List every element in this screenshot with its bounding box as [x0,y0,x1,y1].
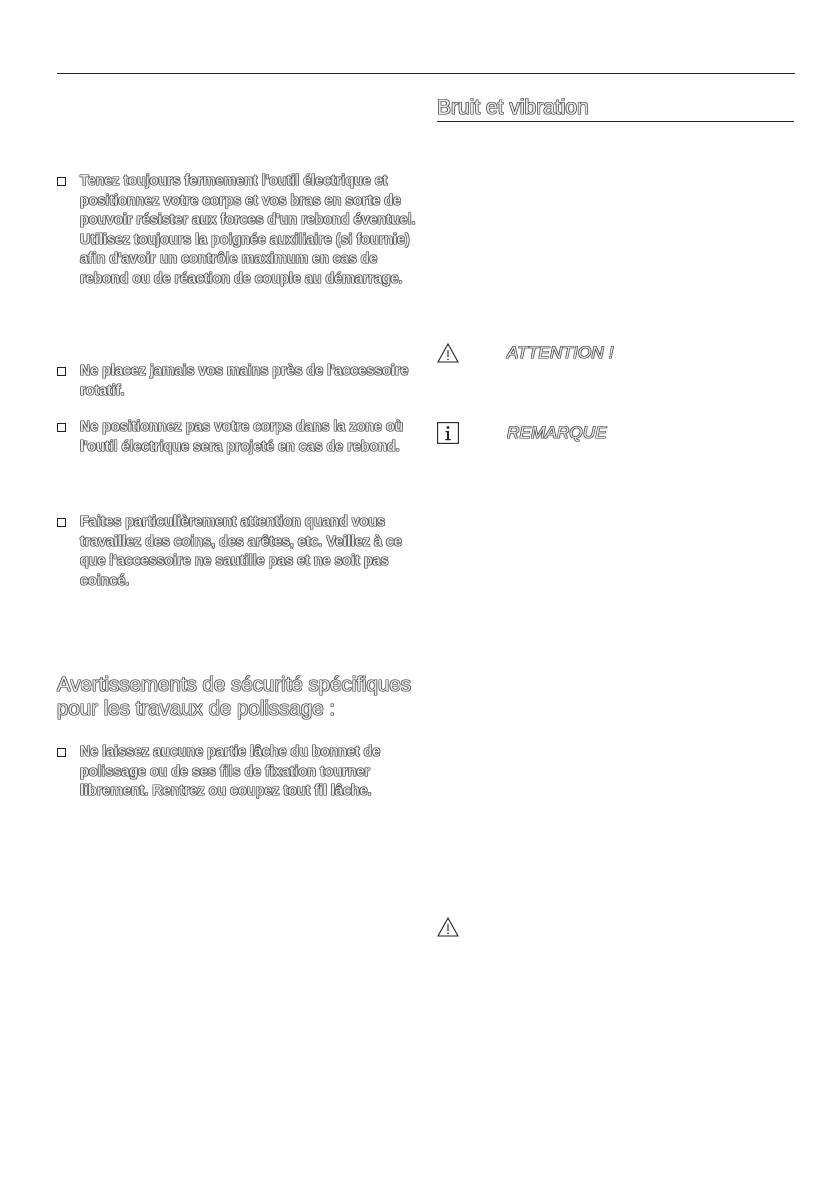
bullet-square-icon [57,177,66,186]
list-item [57,418,417,457]
warning-triangle-icon [437,342,459,364]
bullet-square-icon [57,748,66,757]
info-notice [437,422,607,444]
list-item [57,362,417,401]
list-item [57,172,417,290]
remark-label: REMARQUE [507,423,607,442]
warning-notice [437,342,614,364]
bullet-text: Tenez toujours fermement l'outil électrique et positionnez votre corps et vos bras en sorte de pouvoir résister aux forces d'un rebond éventuel. Utilisez toujours la poignée auxiliaire (si fournie) afin d'avoir un contrôle maximum en cas de rebond ou de réaction de couple au démarrage. [80,173,416,287]
warning-notice [437,916,507,938]
list-item [57,513,417,591]
warning-label: ATTENTION ! [507,343,614,362]
section-heading-noise-vibration: Bruit et vibration [437,95,794,122]
bullet-square-icon [57,367,66,376]
warning-triangle-icon [437,916,459,938]
section-heading-polishing: Avertissements de sécurité spécifiques pour les travaux de polissage : [57,673,411,720]
list-item [57,743,417,802]
bullet-text: Ne positionnez pas votre corps dans la zone où l'outil électrique sera projeté en cas de rebond. [80,419,404,455]
header-rule [57,73,795,74]
bullet-text: Faites particulièrement attention quand vous travaillez des coins, des arêtes, etc. Veillez à ce que l'accessoire ne sautille pas et ne soit pas coincé. [80,514,402,589]
info-icon [437,422,459,444]
bullet-square-icon [57,423,66,432]
bullet-text: Ne placez jamais vos mains près de l'accessoire rotatif. [80,363,409,399]
bullet-text: Ne laissez aucune partie lâche du bonnet de polissage ou de ses fils de fixation tourner librement. Rentrez ou coupez tout fil lâche. [80,744,381,800]
bullet-square-icon [57,518,66,527]
